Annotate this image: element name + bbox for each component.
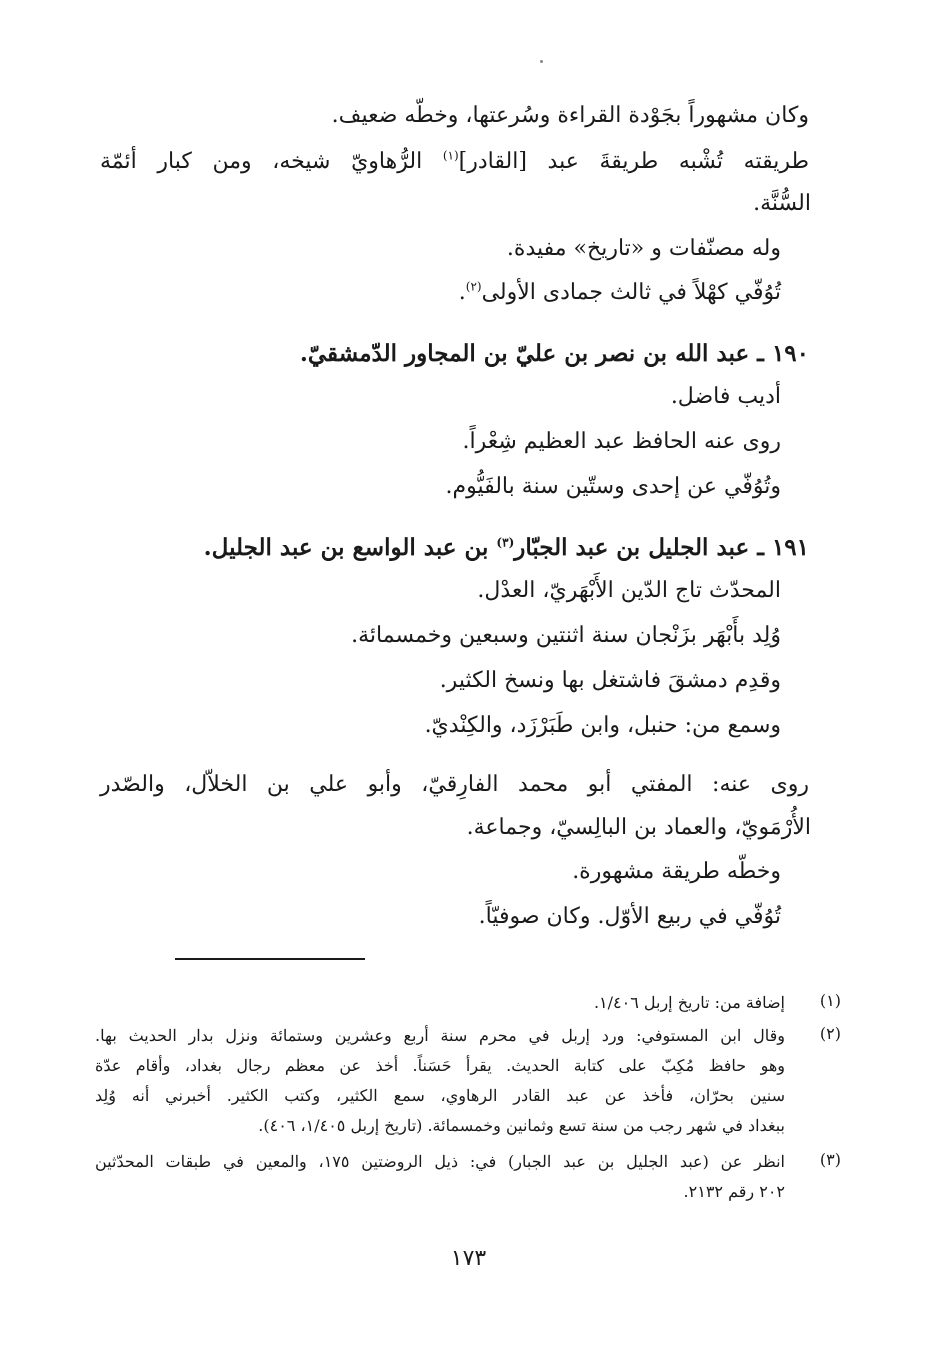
footnote-line: ٢٠٢ رقم ٢١٣٢. <box>683 1182 785 1201</box>
text-span: الرُّهاويّ شيخه، ومن كبار أئمّة <box>100 149 423 174</box>
footnote-ref-2[interactable]: (٢) <box>465 279 482 294</box>
text-line: روى عنه: المفتي أبو محمد الفارِقيّ، وأبو علي بن الخلاّل، والصّدر <box>100 772 809 797</box>
text-span: طريقته تُشْبه طريقةَ عبد [القادر] <box>458 149 810 174</box>
text-line: وقدِم دمشقَ فاشتغل بها ونسخ الكثير. <box>439 668 781 693</box>
text-line: تُوُفّي في ربيع الأوّل. وكان صوفيّاً. <box>478 904 781 929</box>
footnote-number: (١) <box>819 991 841 1010</box>
text-line: وسمع من: حنبل، وابن طَبَرْزَد، والكِنْديّ. <box>424 713 781 738</box>
footnote-line: وهو حافظ مُكِبّ على كتابة الحديث. يقرأ حَسَناً. أخذ عن معظم رجال بغداد، وأقام عدّة <box>95 1056 785 1075</box>
footnote-ref-1[interactable]: (١) <box>442 148 459 163</box>
text-line: أديب فاضل. <box>670 384 781 409</box>
text-line: وله مصنّفات و «تاريخ» مفيدة. <box>506 236 781 261</box>
entry-heading-190: ١٩٠ ـ عبد الله بن نصر بن عليّ بن المجاور الدّمشقيّ. <box>299 340 809 367</box>
page-number: ١٧٣ <box>450 1246 487 1271</box>
footnote-number: (٢) <box>819 1024 841 1043</box>
text-line: المحدّث تاج الدّين الأَبْهَريّ، العدْل. <box>477 578 781 603</box>
footnote-ref-3[interactable]: (٣) <box>496 535 515 550</box>
text-line: وكان مشهوراً بجَوْدة القراءة وسُرعتها، وخطّه ضعيف. <box>331 103 809 128</box>
footnote-line: انظر عن (عبد الجليل بن عبد الجبار) في: ذيل الروضتين ١٧٥، والمعين في طبقات المحدّثين <box>95 1152 785 1171</box>
text-span: تُوُفّي كهْلاً في ثالث جمادى الأولى <box>481 280 781 305</box>
text-span: بن عبد الواسع بن عبد الجليل. <box>203 534 489 561</box>
text-line: السُّنَّة. <box>753 191 811 216</box>
footnote-line: وقال ابن المستوفي: ورد إربل في محرم سنة أربع وعشرين وستمائة ونزل بدار الحديث بها. <box>95 1026 785 1045</box>
text-line: وُلِد بأَبْهَر بزَنْجان سنة اثنتين وسبعين وخمسمائة. <box>351 623 781 648</box>
text-line: روى عنه الحافظ عبد العظيم شِعْراً. <box>462 429 781 454</box>
footnote-line: ببغداد في شهر رجب من سنة تسع وثمانين وخمسمائة. (تاريخ إربل ١/٤٠٥، ٤٠٦). <box>258 1116 785 1135</box>
text-line: الأُرْمَويّ، والعماد بن البالِسيّ، وجماعة. <box>466 815 811 840</box>
text-line: وتُوُفّي عن إحدى وستّين سنة بالفَيُّوم. <box>445 474 781 499</box>
footnote-number: (٣) <box>819 1150 841 1169</box>
text-span: ١٩١ ـ عبد الجليل بن عبد الجبّار <box>514 534 809 561</box>
footnote-line: إضافة من: تاريخ إربل ١/٤٠٦. <box>593 993 785 1012</box>
text-span: . <box>458 280 466 305</box>
footnote-line: سنين بحرّان، فأخذ عن عبد القادر الرهاوي، سمع الكثير، وكتب الكثير. أخبرني أنه وُلِد <box>95 1086 786 1105</box>
text-line: وخطّه طريقة مشهورة. <box>572 859 781 884</box>
footnotes <box>95 0 841 1230</box>
